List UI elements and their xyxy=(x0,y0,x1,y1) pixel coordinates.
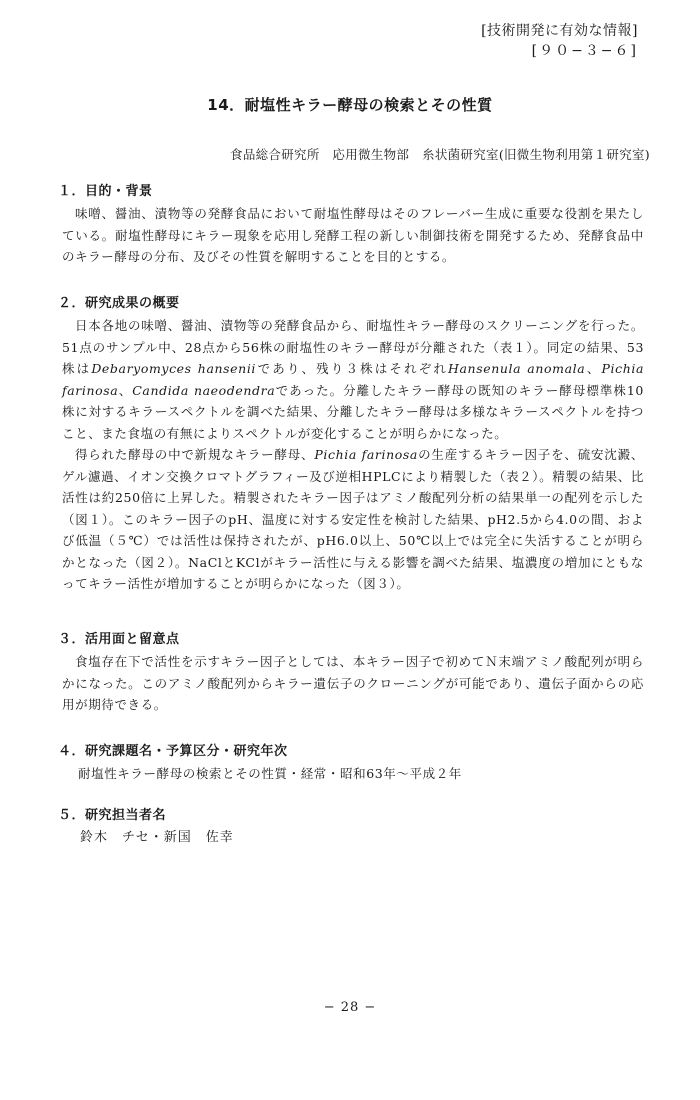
section-heading: ４．研究課題名・予算区分・研究年次 xyxy=(58,744,288,759)
section-body: 耐塩性キラー酵母の検索とその性質・経常・昭和63年〜平成２年 xyxy=(78,766,462,781)
section-body-paragraph xyxy=(62,444,644,595)
section-heading: ５．研究担当者名 xyxy=(58,808,167,823)
section-results xyxy=(54,292,644,595)
text-run: 得られた酵母の中で新規なキラー酵母、 xyxy=(75,447,315,462)
section-body-paragraph xyxy=(62,315,644,444)
header-category: [技術開発に有効な情報] xyxy=(481,23,638,39)
section-body: 食塩存在下で活性を示すキラー因子としては、本キラー因子で初めてＮ末端アミノ酸配列が明らかになった。このアミノ酸配列からキラー遺伝子のクローニングが可能であり、遺伝子面からの応用が期待できる。 xyxy=(62,654,644,712)
text-run: 日本各地の味噌、醤油、漬物等の発酵食品から、耐塩性キラー酵母のスクリーニングを行った。51点のサンプル中、28点から56株の耐塩性のキラー酵母が分離された（表１）。同定の結果、53株は xyxy=(62,318,644,376)
text-run: であった。分離したキラー酵母の既知のキラー酵母標準株10株に対するキラースペクトルを調べた結果、分離したキラー酵母は多様なキラースペクトルを持つこと、また食塩の有無によりスペクトルが変化することが明らかになった。 xyxy=(62,382,644,441)
section-body: 鈴木 チセ・新国 佐幸 xyxy=(80,830,234,845)
document-header xyxy=(481,22,638,61)
text-run: であり、残り３株はそれぞれ xyxy=(256,361,448,376)
species-name: Debaryomyces hansenii xyxy=(91,361,257,376)
species-name: Pichia farinosa xyxy=(314,447,418,462)
species-name: Hansenula anomala xyxy=(448,361,586,376)
section-heading: １．目的・背景 xyxy=(58,184,153,199)
section-purpose xyxy=(54,180,644,268)
section-staff xyxy=(54,804,644,848)
header-code: [９０−３−６] xyxy=(531,43,638,59)
page-number: − 28 − xyxy=(323,1000,377,1015)
species-name: Candida naeodendra xyxy=(132,382,276,398)
document-title: 14．耐塩性キラー酵母の検索とその性質 xyxy=(207,96,493,114)
affiliation: 食品総合研究所 応用微生物部 糸状菌研究室(旧微生物利用第１研究室) xyxy=(230,147,650,162)
section-project xyxy=(54,740,644,785)
section-body: 味噌、醤油、漬物等の発酵食品において耐塩性酵母はそのフレーバー生成に重要な役割を果たしている。耐塩性酵母にキラー現象を応用し発酵工程の新しい制御技術を開発するため、発酵食品中のキラー酵母の分布、及びその性質を解明することを目的とする。 xyxy=(62,206,644,264)
text-run: 、 xyxy=(118,382,133,398)
text-run: 、 xyxy=(585,361,602,376)
text-run: の生産するキラー因子を、硫安沈澱、ゲル濾過、イオン交換クロマトグラフィー及び逆相HPLCにより精製した（表２）。精製の結果、比活性は約250倍に上昇した。精製されたキラー因子はアミノ酸配列分析の結果単一の配列を示した（図１）。このキラー因子のpH、温度に対する安定性を検討した結果、pH2.5から4.0の間、および低温（５℃）では活性は保持されたが、pH6.0以上、50℃以上では完全に失活することが明らかとなった（図２）。NaClとKClがキラー活性に与える影響を調べた結果、塩濃度の増加にともなってキラー活性が増加することが明らかになった（図３）。 xyxy=(62,447,644,591)
section-application xyxy=(54,628,644,716)
species-name: Pichia farinosa xyxy=(62,361,644,398)
section-heading: ２．研究成果の概要 xyxy=(58,296,180,311)
section-heading: ３．活用面と留意点 xyxy=(58,632,180,647)
